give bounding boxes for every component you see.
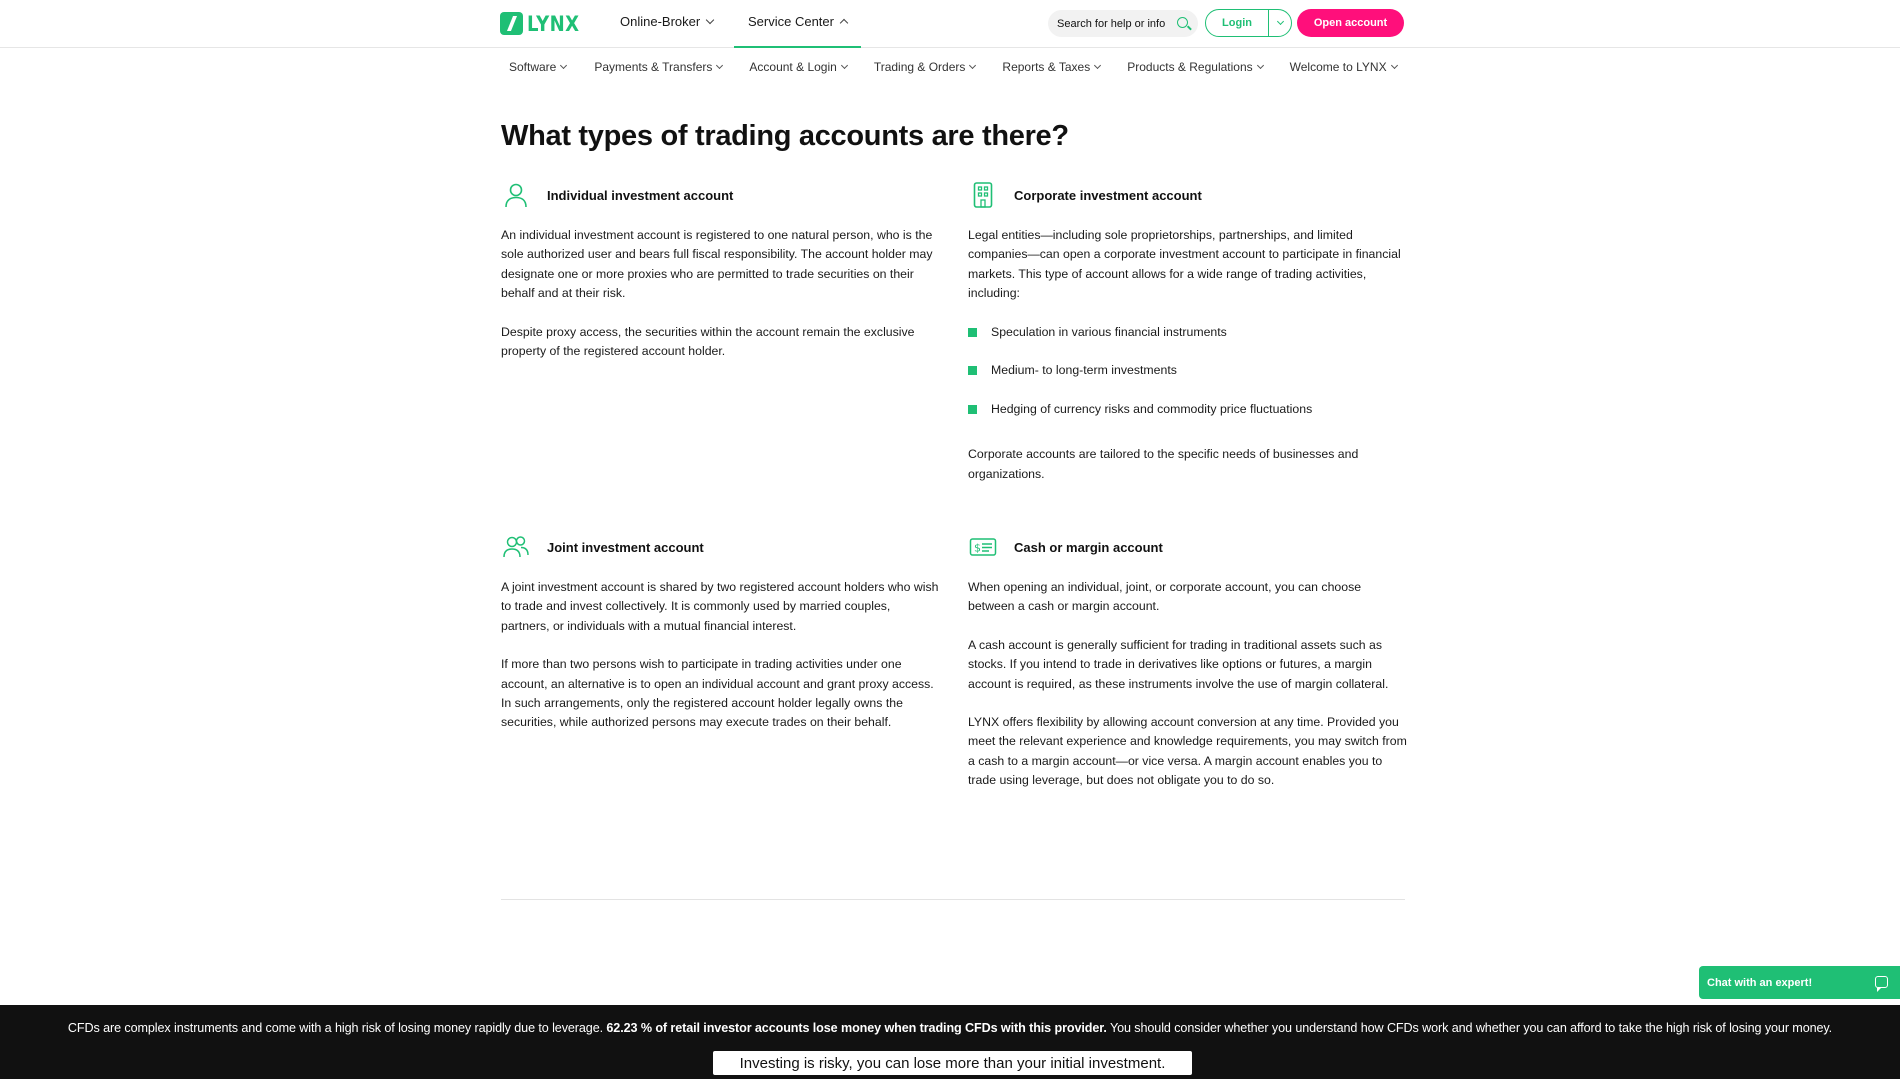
logo-text: LYNX bbox=[527, 11, 580, 36]
risk-text-start: CFDs are complex instruments and come with a high risk of losing money rapidly due to leverage. bbox=[67, 1021, 607, 1035]
chat-label: Chat with an expert! bbox=[1707, 976, 1813, 989]
section-divider bbox=[501, 899, 1405, 900]
card-paragraph: Corporate accounts are tailored to the specific needs of businesses and organizations. bbox=[968, 447, 1359, 481]
subnav-software[interactable] bbox=[509, 60, 566, 74]
chevron-down-icon bbox=[841, 62, 848, 69]
risk-disclaimer-box: Investing is risky, you can lose more than your initial investment. bbox=[713, 1051, 1192, 1075]
chat-with-expert-button[interactable] bbox=[1699, 966, 1900, 999]
money-card-icon bbox=[968, 532, 998, 562]
card-title: Corporate investment account bbox=[1014, 187, 1202, 203]
nav-online-broker[interactable] bbox=[620, 14, 713, 29]
subnav-trading-orders[interactable] bbox=[874, 60, 976, 74]
card-title: Cash or margin account bbox=[1014, 539, 1163, 555]
risk-text-bold: 62.23 % of retail investor accounts lose money when trading CFDs with this provider. bbox=[606, 1021, 1107, 1035]
chevron-down-icon bbox=[1276, 18, 1283, 25]
users-icon bbox=[501, 532, 531, 562]
card-paragraph: Legal entities—including sole proprietorships, partnerships, and limited companies—can open a corporate investment account to participate in financial markets. This type of account allows for a wide range of trading activities, including: bbox=[968, 228, 1401, 301]
nav-service-center-label: Service Center bbox=[748, 14, 834, 29]
chevron-up-icon bbox=[840, 19, 848, 27]
subnav-reports-taxes-label: Reports & Taxes bbox=[1002, 60, 1091, 74]
login-dropdown-toggle[interactable] bbox=[1269, 22, 1291, 24]
card-individual-account bbox=[501, 180, 941, 361]
card-corporate-account bbox=[968, 180, 1408, 484]
bullet-item: Speculation in various financial instruments bbox=[968, 323, 1408, 362]
subnav-account-login-label: Account & Login bbox=[749, 60, 837, 74]
card-paragraph: An individual investment account is registered to one natural person, who is the sole authorized user and bears full fiscal responsibility. The account holder may designate one or more proxies who are permitted to trade securities on their behalf and at their risk. bbox=[501, 228, 933, 301]
card-paragraph: A cash account is generally sufficient for trading in traditional assets such as stocks. If you intend to trade in derivatives like options or futures, a margin account is required, as these instruments involve the use of margin collateral. bbox=[968, 637, 1389, 691]
subnav-welcome-to-lynx-label: Welcome to LYNX bbox=[1289, 60, 1387, 74]
building-icon bbox=[968, 180, 998, 210]
subnav-welcome-to-lynx[interactable] bbox=[1290, 60, 1397, 74]
bullet-item: Hedging of currency risks and commodity price fluctuations bbox=[968, 400, 1408, 439]
top-header bbox=[0, 0, 1900, 48]
chevron-down-icon bbox=[1391, 62, 1398, 69]
card-header bbox=[501, 180, 941, 210]
page-title: What types of trading accounts are there? bbox=[501, 120, 1069, 152]
card-paragraph: Despite proxy access, the securities within the account remain the exclusive property of the registered account holder. bbox=[501, 324, 915, 359]
chevron-down-icon bbox=[560, 62, 567, 69]
bullet-item: Medium- to long-term investments bbox=[968, 361, 1408, 400]
risk-warning-text bbox=[0, 1021, 1900, 1035]
card-cash-margin-account bbox=[968, 532, 1408, 791]
chevron-down-icon bbox=[716, 62, 723, 69]
card-title: Individual investment account bbox=[547, 187, 734, 203]
service-subnav bbox=[509, 60, 1397, 74]
card-header bbox=[968, 180, 1408, 210]
chat-bubble-icon bbox=[1875, 976, 1888, 988]
chevron-down-icon bbox=[1094, 62, 1101, 69]
subnav-products-regulations[interactable] bbox=[1127, 60, 1262, 74]
subnav-trading-orders-label: Trading & Orders bbox=[873, 60, 966, 74]
card-joint-account bbox=[501, 532, 941, 733]
nav-service-center[interactable] bbox=[748, 14, 847, 29]
subnav-account-login[interactable] bbox=[749, 60, 846, 74]
login-button[interactable] bbox=[1205, 9, 1292, 37]
chevron-down-icon bbox=[706, 16, 714, 24]
lynx-logo[interactable] bbox=[500, 12, 588, 35]
card-title: Joint investment account bbox=[547, 539, 704, 555]
login-label: Login bbox=[1222, 17, 1252, 29]
card-header bbox=[501, 532, 941, 562]
risk-warning-banner bbox=[0, 1005, 1900, 1079]
search-placeholder: Search for help or info bbox=[1057, 17, 1166, 30]
subnav-products-regulations-label: Products & Regulations bbox=[1127, 60, 1253, 74]
search-icon[interactable] bbox=[1177, 17, 1188, 28]
subnav-payments-transfers-label: Payments & Transfers bbox=[594, 60, 713, 74]
chevron-down-icon bbox=[969, 62, 976, 69]
open-account-button[interactable]: Open account bbox=[1297, 9, 1404, 37]
user-icon bbox=[501, 180, 531, 210]
risk-text-end: You should consider whether you understand how CFDs work and whether you can afford to take the high risk of losing your money. bbox=[1106, 1021, 1833, 1035]
card-paragraph: LYNX offers flexibility by allowing account conversion at any time. Provided you meet the relevant experience and knowledge requirements, you may switch from a cash to a margin account—or vice versa. A margin account enables you to trade using leverage, but does not obligate you to do so. bbox=[968, 715, 1407, 788]
logo-mark-icon bbox=[500, 12, 523, 35]
card-paragraph: A joint investment account is shared by two registered account holders who wish to trade and invest collectively. It is commonly used by married couples, partners, or individuals with a mutual financial interest. bbox=[501, 580, 939, 633]
bullet-list bbox=[968, 323, 1408, 439]
subnav-software-label: Software bbox=[509, 60, 557, 74]
subnav-reports-taxes[interactable] bbox=[1002, 60, 1100, 74]
svg-text:$: $ bbox=[974, 541, 981, 555]
chevron-down-icon bbox=[1257, 62, 1264, 69]
subnav-payments-transfers[interactable] bbox=[594, 60, 722, 74]
card-paragraph: When opening an individual, joint, or corporate account, you can choose between a cash or margin account. bbox=[968, 580, 1362, 614]
nav-online-broker-label: Online-Broker bbox=[620, 14, 701, 29]
card-header bbox=[968, 532, 1408, 562]
search-input[interactable] bbox=[1048, 10, 1198, 37]
card-paragraph: If more than two persons wish to participate in trading activities under one account, an alternative is to open an individual account and grant proxy access. In such arrangements, only the registered account holder legally owns the securities, while authorized persons may execute trades on their behalf. bbox=[501, 657, 934, 730]
